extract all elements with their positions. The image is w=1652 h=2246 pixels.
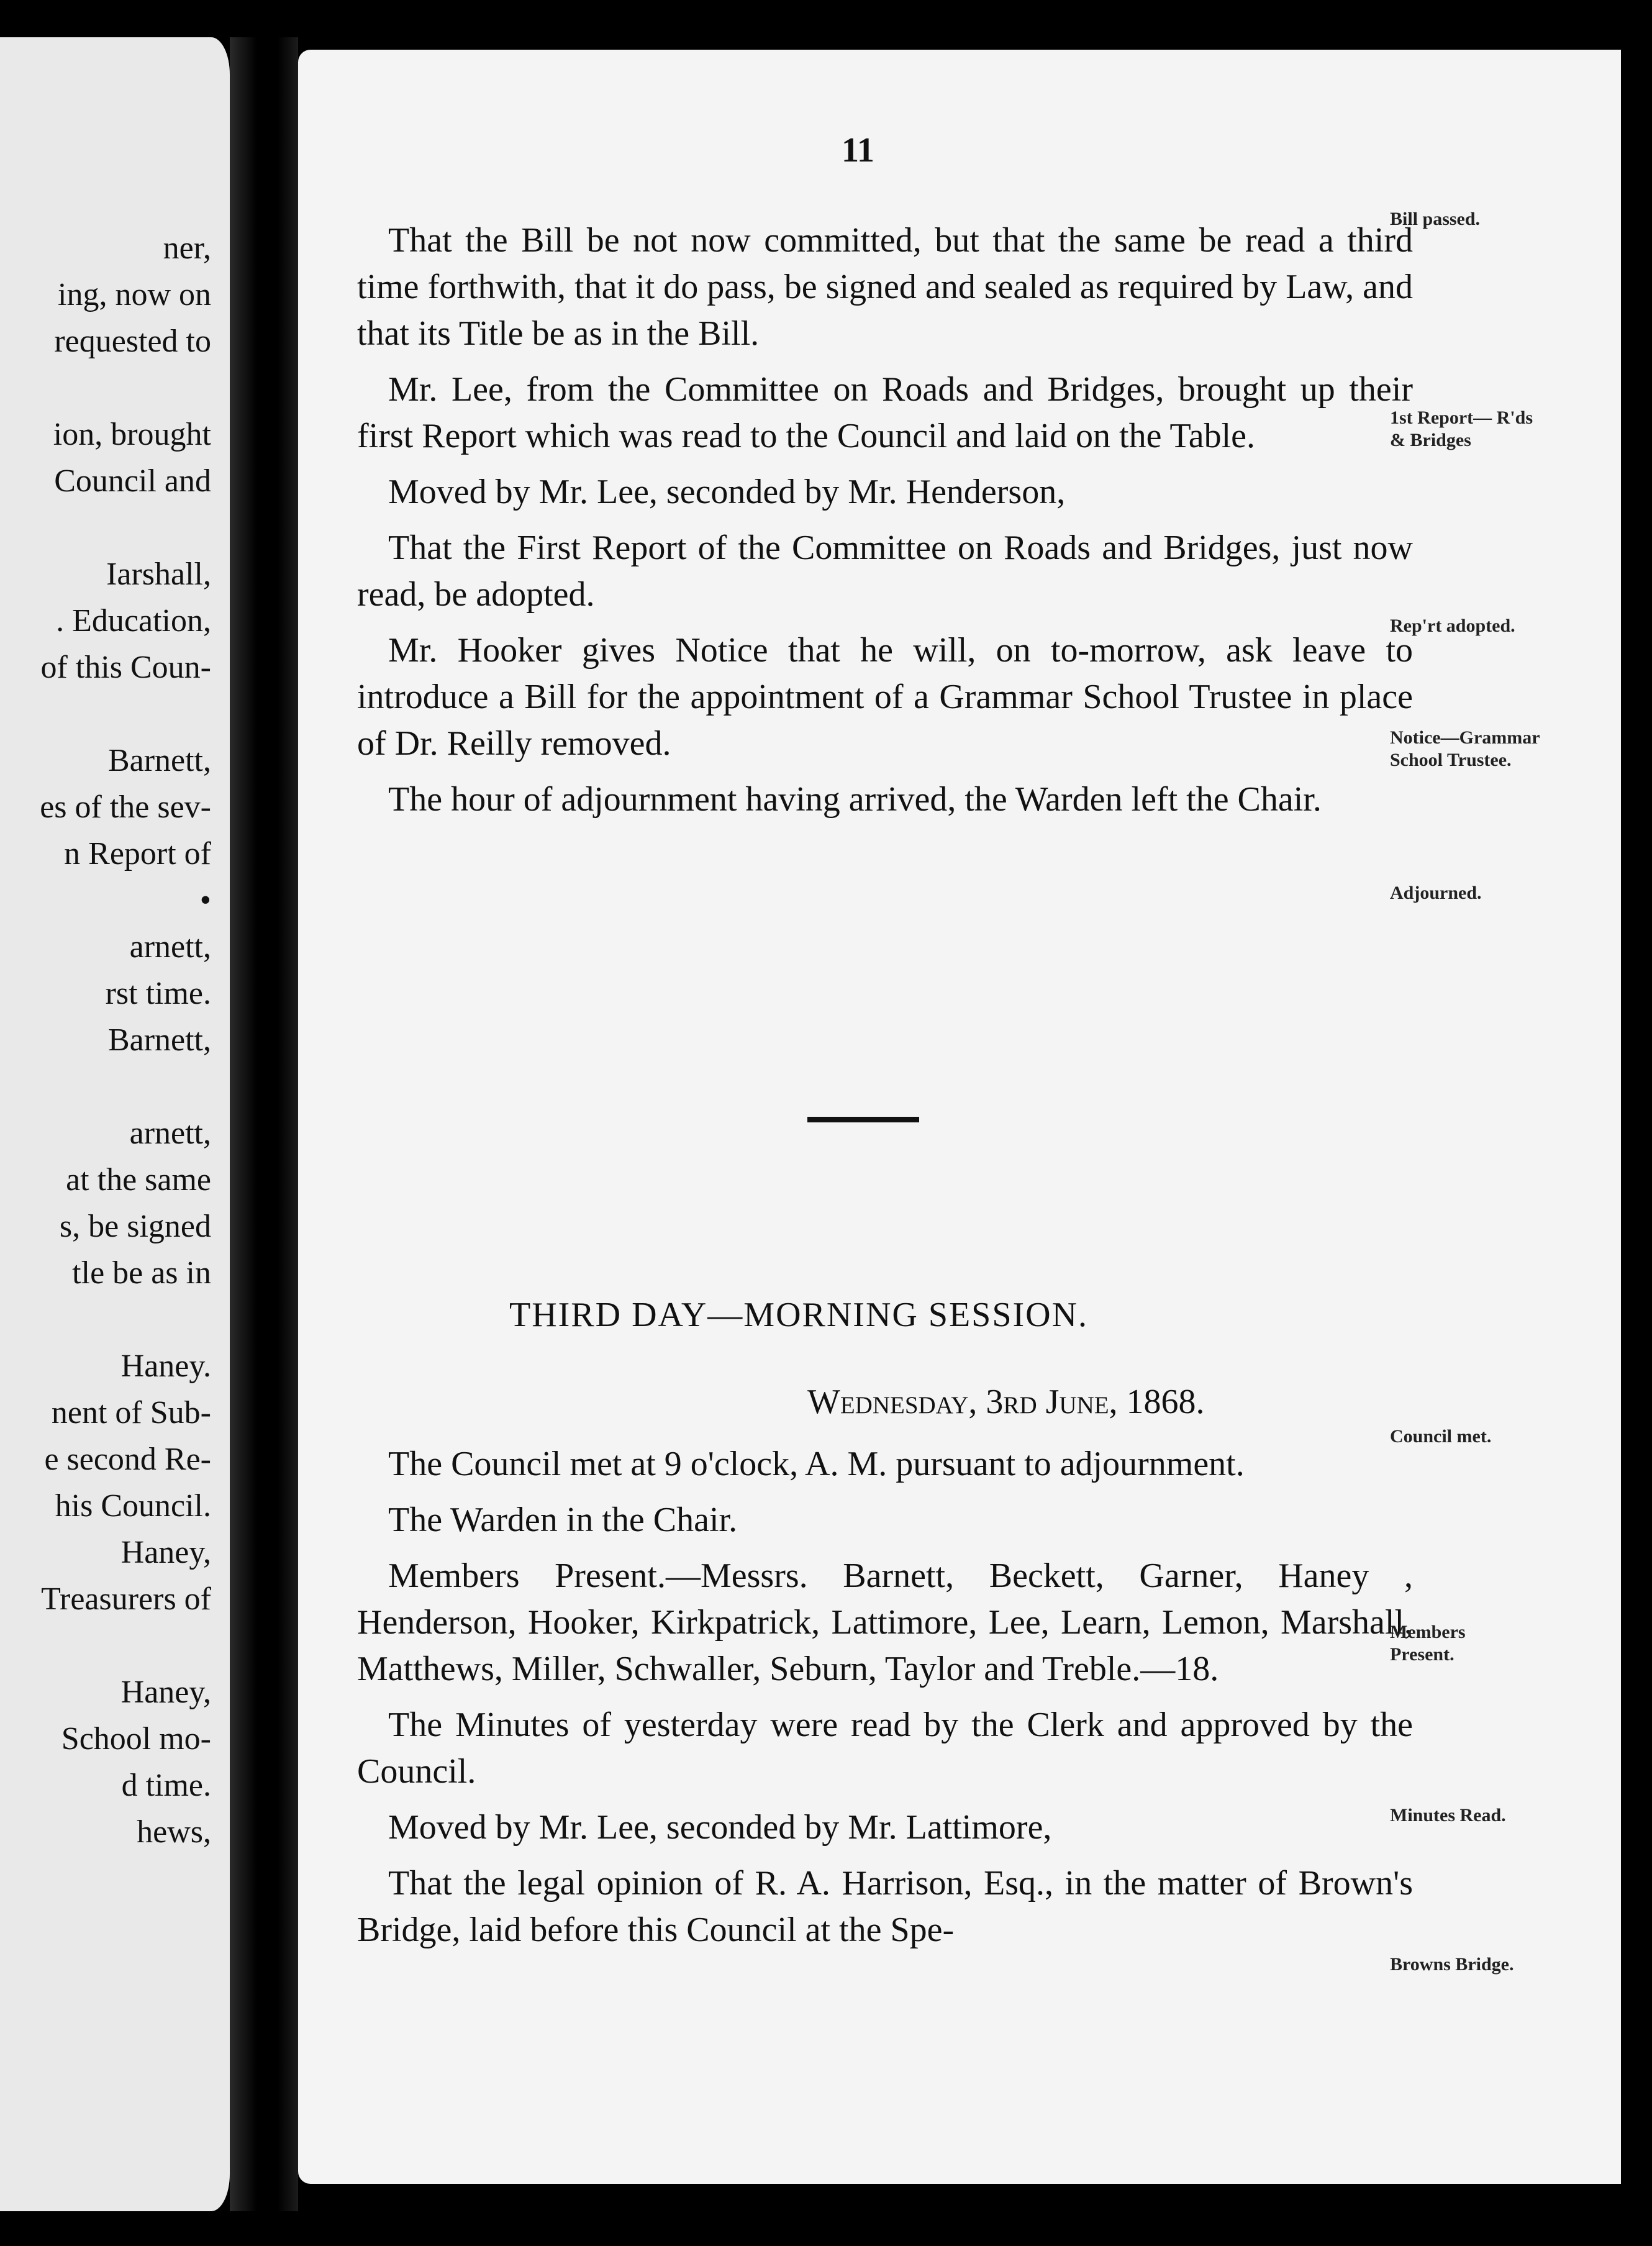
section-divider [807,1117,919,1122]
left-page-line: Haney, [120,1535,211,1570]
page-number: 11 [842,131,874,170]
book-gutter [230,37,298,2211]
margin-note: Members Present. [1390,1622,1466,1665]
left-page-line: . Education, [56,603,211,639]
document-page [298,50,1621,2184]
left-page-line: rst time. [105,976,211,1011]
paragraph: The Warden in the Chair. [388,1501,738,1539]
left-page-line: Barnett, [107,743,211,778]
left-page-line: e second Re- [44,1442,211,1477]
left-page-line: es of the sev- [40,789,211,825]
left-page-line: ing, now on [58,277,211,312]
margin-note: 1st Report— R'ds & Bridges [1390,407,1533,450]
margin-note: Minutes Read. [1390,1805,1506,1825]
text-block-top [357,217,1413,823]
paragraph: That the Bill be not now committed, but that the same be read a third time forthwith, that it do pass, be signed and sealed as required by Law, and that its Title be as in the Bill. [357,221,1413,353]
left-page-line: Council and [54,463,211,499]
section-heading: THIRD DAY—MORNING SESSION. [509,1296,1089,1334]
left-page-line: his Council. [55,1488,211,1524]
dateline: Wednesday, 3rd June, 1868. [807,1383,1205,1421]
margin-note: Adjourned. [1390,883,1482,903]
left-page-line: nent of Sub- [51,1395,211,1430]
left-page-line: Haney. [120,1348,211,1384]
text-block-bottom [357,1441,1413,1953]
left-page-line: ion, brought [53,417,211,452]
paragraph: The hour of adjournment having arrived, the Warden left the Chair. [388,780,1322,819]
left-page-line: s, be signed [59,1209,211,1244]
left-page-line: • [199,883,211,918]
paragraph: Moved by Mr. Lee, seconded by Mr. Lattimore, [388,1808,1052,1847]
paragraph: Members Present.—Messrs. Barnett, Beckett, Garner, Haney , Henderson, Hooker, Kirkpatrick, Lattimore, Lee, Learn, Lemon, Marshall, Matthews, Miller, Schwaller, Seburn, Taylor and Treble.—18. [357,1557,1413,1688]
left-page-line: at the same [66,1162,211,1198]
left-page-line: School mo- [61,1721,211,1757]
margin-note: Notice—Grammar School Trustee. [1390,727,1540,770]
left-page-line: n Report of [64,836,211,871]
margin-note: Bill passed. [1390,209,1481,229]
left-page-line: requested to [54,324,211,359]
paragraph: Mr. Hooker gives Notice that he will, on to-morrow, ask leave to introduce a Bill for the appointment of a Grammar School Trustee in place of Dr. Reilly removed. [357,631,1413,763]
left-page-line: ner, [163,230,211,266]
left-page-line: Iarshall, [106,557,211,592]
left-page-line: tle be as in [72,1255,211,1291]
margin-note: Rep'rt adopted. [1390,616,1515,636]
left-page-line: hews, [137,1814,211,1850]
left-page-line: Haney, [120,1675,211,1710]
left-page-line: arnett, [129,1116,211,1151]
left-page-fragment [0,37,230,2211]
left-page-line: of this Coun- [40,650,211,685]
paragraph: That the legal opinion of R. A. Harrison, Esq., in the matter of Brown's Bridge, laid before this Council at the Spe- [357,1864,1413,1949]
paragraph: The Minutes of yesterday were read by the Clerk and approved by the Council. [357,1706,1413,1791]
paragraph: The Council met at 9 o'clock, A. M. pursuant to adjournment. [388,1445,1245,1483]
paragraph: Mr. Lee, from the Committee on Roads and Bridges, brought up their first Report which was read to the Council and laid on the Table. [357,370,1413,455]
left-page-line: Barnett, [107,1022,211,1058]
paragraph: Moved by Mr. Lee, seconded by Mr. Henderson, [388,473,1066,511]
left-page-line: Treasurers of [41,1581,211,1617]
paragraph: That the First Report of the Committee on Roads and Bridges, just now read, be adopted. [357,529,1413,614]
margin-note: Browns Bridge. [1390,1954,1514,1975]
left-page-line: d time. [121,1768,211,1803]
margin-note: Council met. [1390,1426,1492,1447]
left-page-line: arnett, [129,929,211,965]
